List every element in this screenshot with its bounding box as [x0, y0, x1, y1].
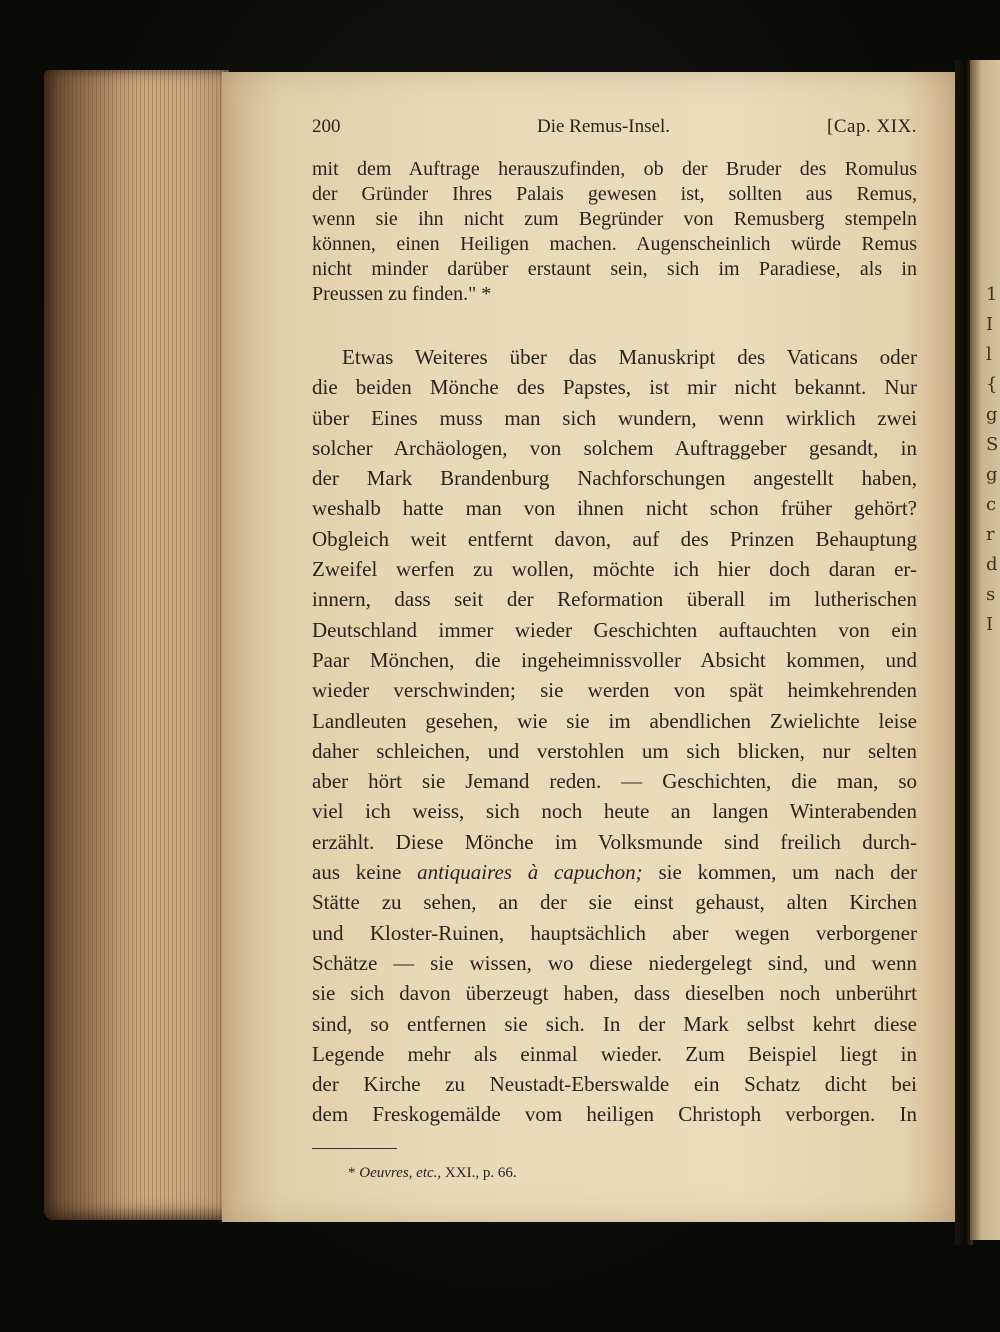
- footnote: [348, 1165, 517, 1182]
- text-line: nicht minder darüber erstaunt sein, sich im Paradiese, als in: [312, 258, 917, 280]
- text-line: erzählt. Diese Mönche im Volksmunde sind freilich durch-: [312, 829, 917, 854]
- text-line: innern, dass seit der Reformation überall im lutherischen: [312, 587, 917, 612]
- facing-page-glyph: d: [986, 554, 998, 575]
- text-line: mit dem Auftrage herauszufinden, ob der Bruder des Romulus: [312, 158, 917, 180]
- facing-page-glyph: I: [986, 614, 994, 635]
- text-line: weshalb hatte man von ihnen nicht schon früher gehört?: [312, 496, 917, 521]
- text-line: wenn sie ihn nicht zum Begründer von Remusberg stempeln: [312, 208, 917, 230]
- facing-page: [970, 60, 1000, 1240]
- footnote-marker: *: [348, 1165, 356, 1181]
- text-line: daher schleichen, und verstohlen um sich blicken, nur selten: [312, 738, 917, 763]
- facing-page-glyph: S: [986, 434, 999, 455]
- text-line: solcher Archäologen, von solchem Auftraggeber gesandt, in: [312, 435, 917, 460]
- text-fragment: aus keine: [312, 860, 418, 885]
- facing-page-glyph: {: [986, 374, 998, 395]
- text-line: Deutschland immer wieder Geschichten auftauchten von ein: [312, 617, 917, 642]
- text-line: die beiden Mönche des Papstes, ist mir nicht bekannt. Nur: [312, 375, 917, 400]
- text-line: viel ich weiss, sich noch heute an langen Winterabenden: [312, 799, 917, 824]
- text-line: können, einen Heiligen machen. Augenscheinlich würde Remus: [312, 233, 917, 255]
- text-fragment: sie kommen, um nach der: [642, 860, 917, 885]
- text-line-with-italic: [312, 857, 917, 887]
- page-number: 200: [312, 116, 341, 137]
- text-line: dem Freskogemälde vom heiligen Christoph verborgen. In: [312, 1102, 917, 1127]
- text-line: aber hört sie Jemand reden. — Geschichten, die man, so: [312, 769, 917, 794]
- running-head: [312, 112, 917, 142]
- facing-page-glyph: r: [986, 524, 995, 545]
- text-line: und Kloster-Ruinen, hauptsächlich aber wegen verborgener: [312, 920, 917, 945]
- text-line: Obgleich weit entfernt davon, auf des Prinzen Behauptung: [312, 526, 917, 551]
- page-block-shadow: [44, 70, 124, 1220]
- facing-page-glyph: g: [986, 464, 998, 485]
- text-line: Zweifel werfen zu wollen, möchte ich hier doch daran er-: [312, 557, 917, 582]
- text-line: der Gründer Ihres Palais gewesen ist, sollten aus Remus,: [312, 183, 917, 205]
- text-line: wieder verschwinden; sie werden von spät heimkehrenden: [312, 678, 917, 703]
- text-line: Paar Mönchen, die ingeheimnissvoller Absicht kommen, und: [312, 647, 917, 672]
- paragraph-main: [312, 342, 917, 1130]
- facing-page-glyph: I: [986, 314, 994, 335]
- paragraph-quote-end: [312, 157, 917, 307]
- facing-page-glyph: g: [986, 404, 998, 425]
- facing-page-glyph: 1: [986, 284, 998, 305]
- footnote-citation-rest: XXI., p. 66.: [441, 1165, 517, 1181]
- text-line: der Mark Brandenburg Nachforschungen angestellt haben,: [312, 466, 917, 491]
- text-line: der Kirche zu Neustadt-Eberswalde ein Schatz dicht bei: [312, 1072, 917, 1097]
- chapter-reference: [Cap. XIX.: [827, 116, 917, 137]
- text-line: Schätze — sie wissen, wo diese niedergelegt sind, und wenn: [312, 950, 917, 975]
- italic-phrase: antiquaires à capuchon;: [417, 860, 643, 885]
- text-line: Preussen zu finden." *: [312, 283, 492, 305]
- facing-page-fragments: [986, 280, 1000, 640]
- footnote-citation-title: Oeuvres, etc.,: [359, 1165, 442, 1181]
- text-line: Landleuten gesehen, wie sie im abendlichen Zwielichte leise: [312, 708, 917, 733]
- text-line: über Eines muss man sich wundern, wenn wirklich zwei: [312, 405, 917, 430]
- text-line: sind, so entfernen sie sich. In der Mark selbst kehrt diese: [312, 1011, 917, 1036]
- footnote-rule: [312, 1148, 397, 1149]
- page-text: [312, 112, 917, 1130]
- facing-page-glyph: l: [986, 344, 992, 365]
- text-line: Legende mehr als einmal wieder. Zum Beispiel liegt in: [312, 1041, 917, 1066]
- text-line: Stätte zu sehen, an der sie einst gehaust, alten Kirchen: [312, 890, 917, 915]
- facing-page-glyph: c: [986, 494, 997, 515]
- text-line: Etwas Weiteres über das Manuskript des Vaticans oder: [342, 345, 917, 369]
- facing-page-glyph: s: [986, 584, 996, 605]
- running-title: Die Remus-Insel.: [537, 116, 670, 137]
- text-line: sie sich davon überzeugt haben, dass dieselben noch unberührt: [312, 981, 917, 1006]
